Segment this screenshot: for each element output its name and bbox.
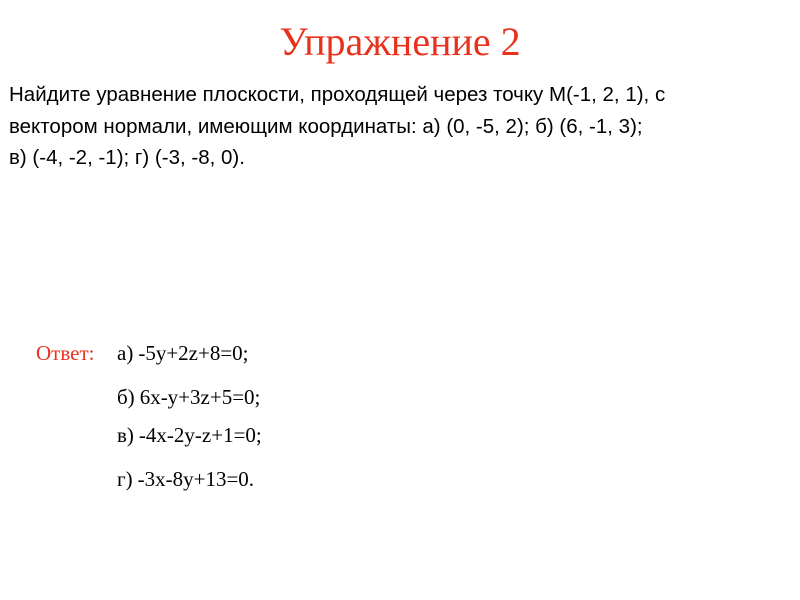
answer-item-b (117, 383, 260, 411)
answer-label: Ответ: (36, 341, 95, 365)
answer-equation-b: 6x-y+3z+5=0; (139, 385, 261, 409)
answer-marker-d: г) (117, 467, 133, 491)
problem-line-3: в) (-4, -2, -1); г) (-3, -8, 0). (9, 146, 245, 169)
problem-line-1: Найдите уравнение плоскости, проходящей через точку M(-1, 2, 1), с (9, 83, 666, 106)
slide-title: Упражнение 2 (279, 19, 521, 64)
answer-equation-c: -4x-2y-z+1=0; (138, 423, 262, 447)
answer-marker-a: а) (117, 341, 134, 365)
answer-marker-c: в) (117, 423, 134, 447)
answer-marker-b: б) (117, 385, 135, 409)
answer-equation-a: -5y+2z+8=0; (138, 341, 249, 365)
answer-item-a (117, 339, 249, 367)
problem-line-2: вектором нормали, имеющим координаты: а) (0, -5, 2); б) (6, -1, 3); (9, 114, 643, 138)
answer-item-d (117, 465, 254, 493)
answer-item-c (117, 421, 262, 449)
answer-equation-d: -3x-8y+13=0. (137, 467, 255, 491)
